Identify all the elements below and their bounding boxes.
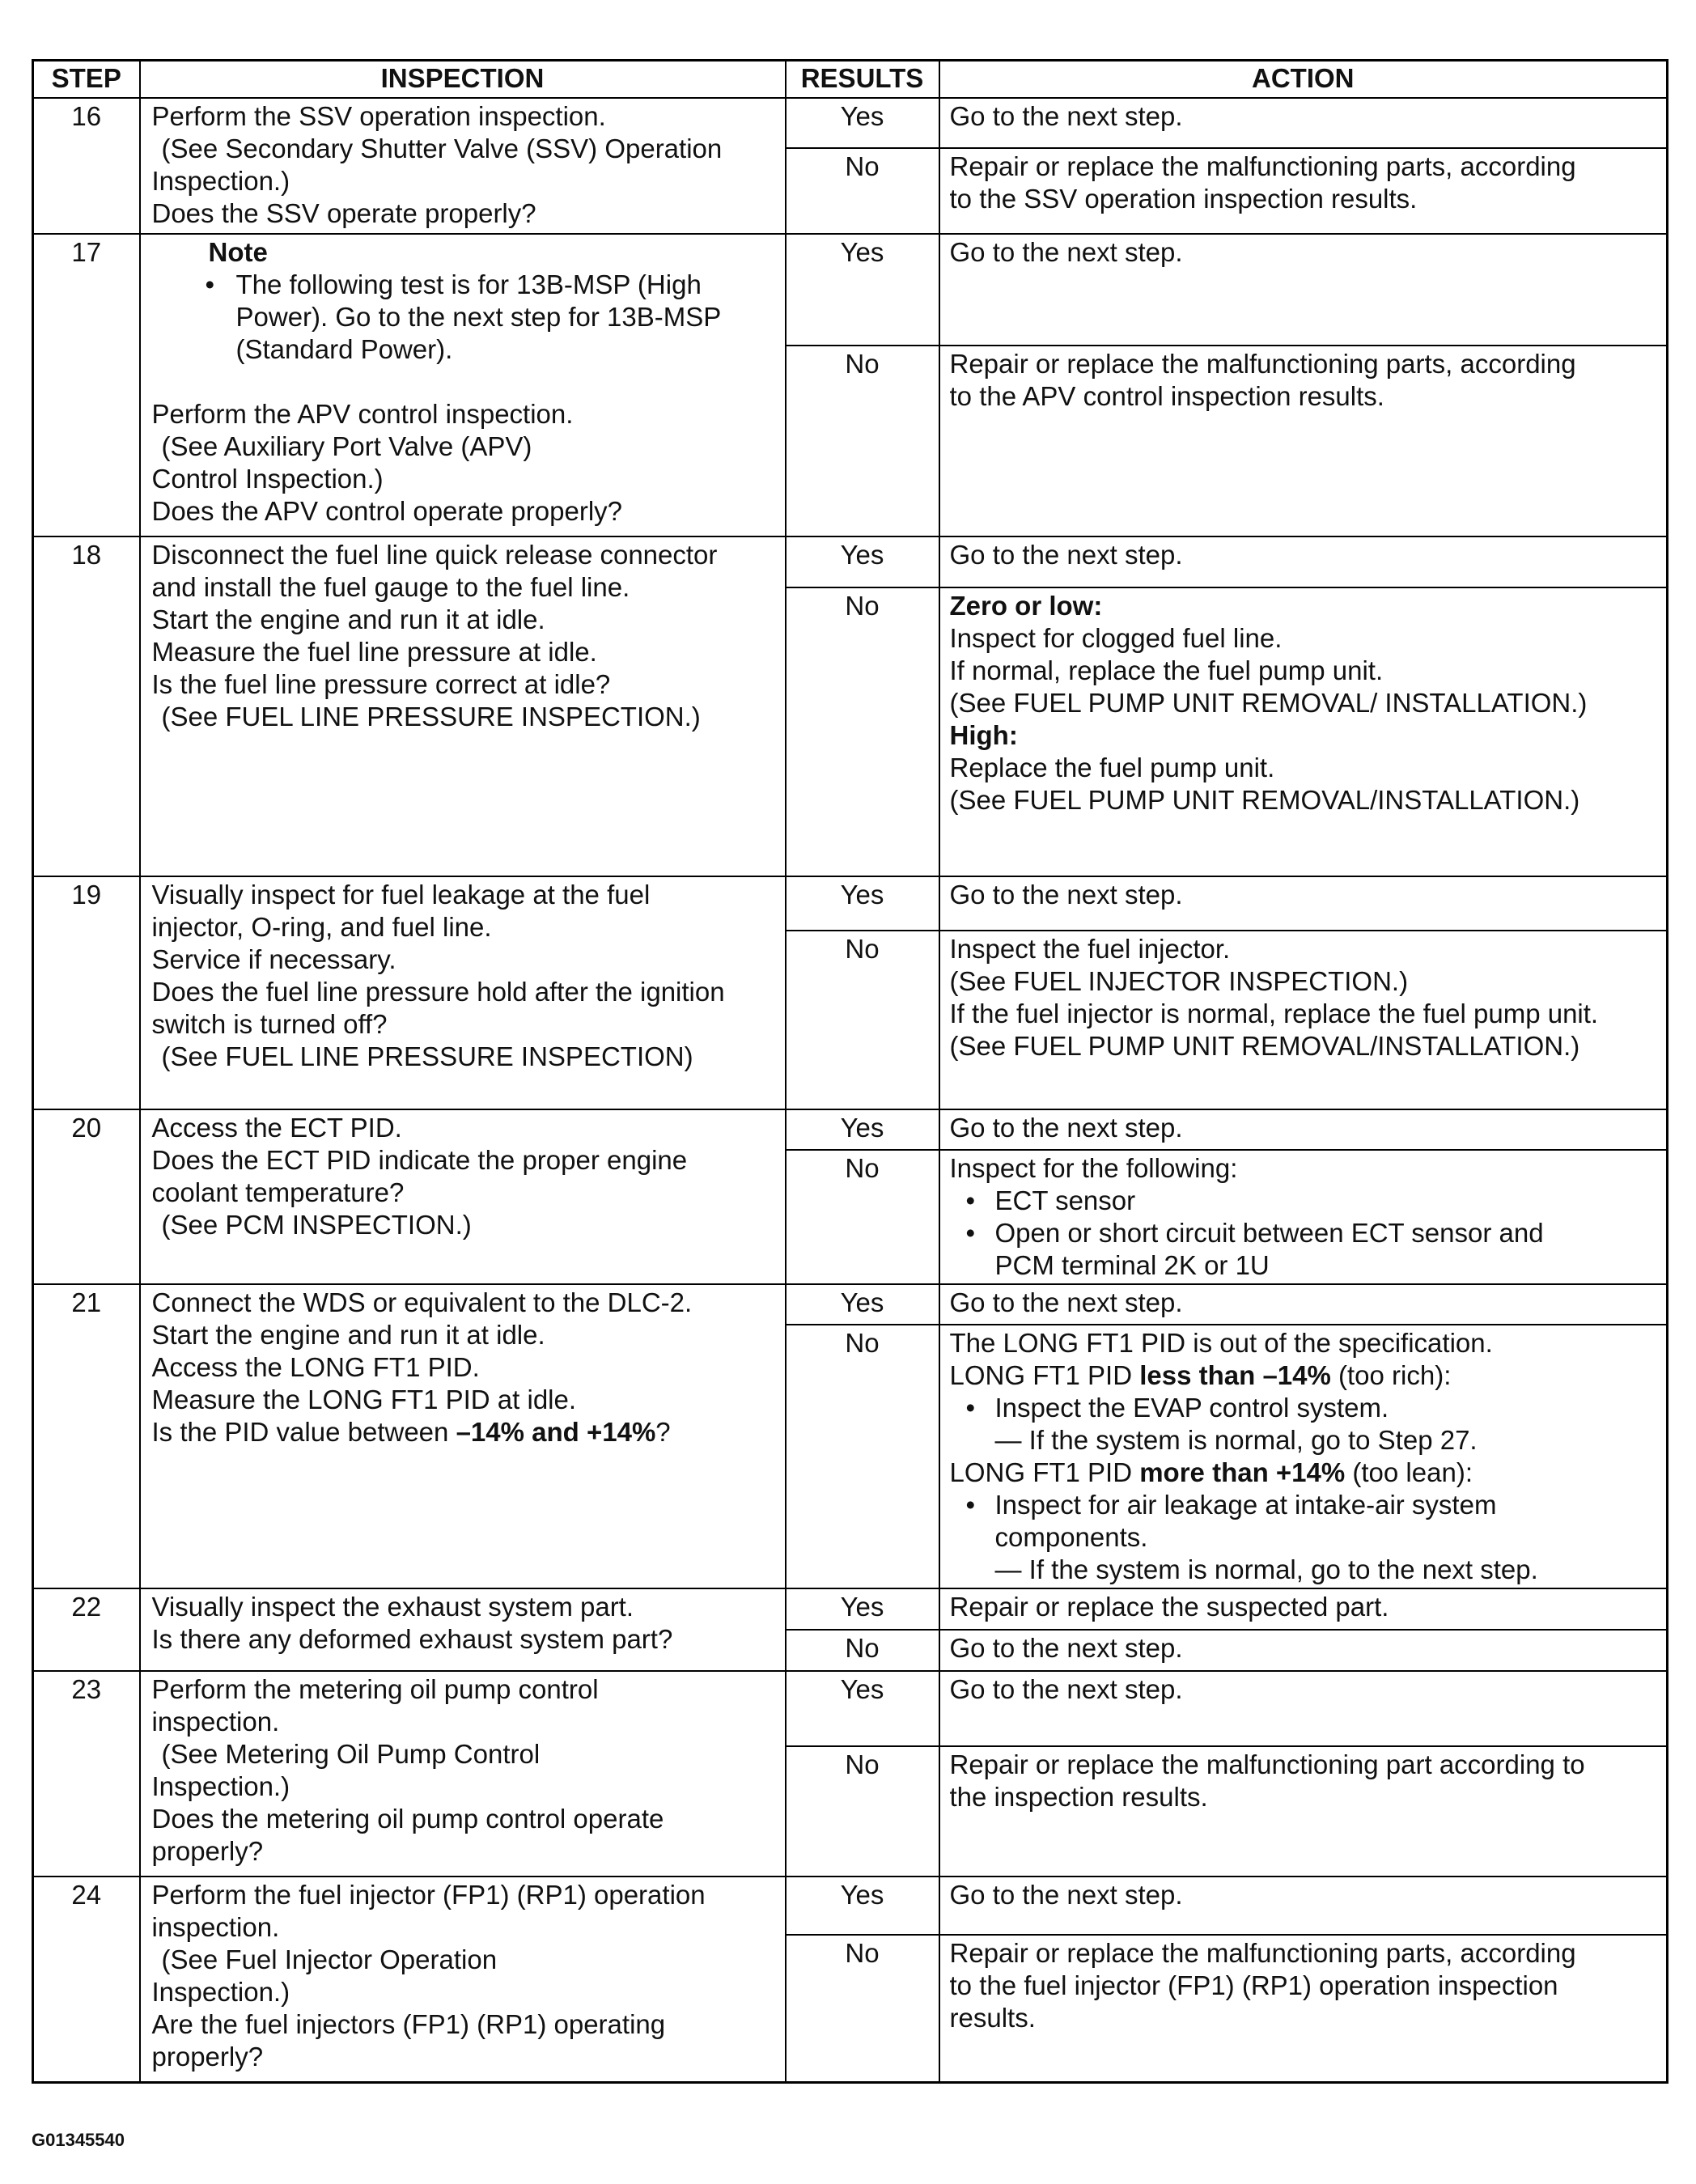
action-bullet: • Inspect the EVAP control system. bbox=[950, 1392, 1657, 1424]
note-line: • The following test is for 13B-MSP (High bbox=[235, 269, 702, 299]
result-no: No bbox=[786, 1325, 939, 1588]
inspection-line: Control Inspection.) bbox=[151, 464, 384, 494]
result-yes: Yes bbox=[786, 1671, 939, 1746]
action-line: • Open or short circuit between ECT sensor and bbox=[994, 1218, 1544, 1248]
inspection-line: Does the fuel line pressure hold after the ignition bbox=[151, 977, 725, 1007]
table-row bbox=[33, 1877, 1668, 1935]
action-line: If the fuel injector is normal, replace the fuel pump unit. bbox=[949, 998, 1599, 1028]
result-yes: Yes bbox=[786, 1877, 939, 1935]
inspection-line: Visually inspect the exhaust system part. bbox=[151, 1592, 634, 1622]
step-number: 21 bbox=[33, 1284, 140, 1588]
step-number: 22 bbox=[33, 1588, 140, 1671]
action-bullet: • ECT sensor bbox=[950, 1185, 1657, 1217]
inspection-line: (See Secondary Shutter Valve (SSV) Operation bbox=[161, 134, 723, 163]
action-line: Repair or replace the malfunctioning parts, according bbox=[949, 348, 1576, 379]
result-no: No bbox=[786, 587, 939, 877]
inspection-line: Start the engine and run it at idle. bbox=[151, 1320, 545, 1350]
inspection-line: properly? bbox=[151, 1836, 264, 1866]
table-row bbox=[33, 1284, 1668, 1325]
action-no bbox=[939, 1746, 1668, 1877]
inspection-line: (See Auxiliary Port Valve (APV) bbox=[161, 431, 532, 461]
action-line: components. bbox=[994, 1522, 1148, 1552]
note-bullet bbox=[152, 269, 774, 366]
action-no bbox=[939, 148, 1668, 234]
note-title: Note bbox=[208, 237, 268, 267]
action-yes: Go to the next step. bbox=[939, 1877, 1668, 1935]
text: LONG FT1 PID bbox=[949, 1360, 1140, 1390]
text: Is the PID value between bbox=[151, 1417, 456, 1447]
action-line: (See FUEL PUMP UNIT REMOVAL/INSTALLATION.) bbox=[949, 1030, 1580, 1061]
inspection-line: Measure the LONG FT1 PID at idle. bbox=[151, 1385, 577, 1414]
inspection-line: Perform the metering oil pump control bbox=[151, 1674, 599, 1704]
inspection-line: inspection. bbox=[151, 1912, 280, 1942]
action-yes: Go to the next step. bbox=[939, 1671, 1668, 1746]
result-no: No bbox=[786, 1935, 939, 2082]
inspection-line: (See Fuel Injector Operation bbox=[161, 1944, 498, 1974]
result-no: No bbox=[786, 148, 939, 234]
inspection-line: inspection. bbox=[151, 1707, 280, 1737]
step-number: 20 bbox=[33, 1109, 140, 1284]
result-yes: Yes bbox=[786, 536, 939, 587]
action-subline: — If the system is normal, go to Step 27. bbox=[994, 1425, 1478, 1455]
inspection-cell bbox=[140, 1671, 786, 1877]
result-no: No bbox=[786, 1746, 939, 1877]
inspection-line: Is there any deformed exhaust system part? bbox=[151, 1624, 673, 1654]
action-no bbox=[939, 587, 1668, 877]
action-line: The LONG FT1 PID is out of the specification. bbox=[949, 1328, 1493, 1358]
action-no bbox=[939, 1150, 1668, 1284]
result-yes: Yes bbox=[786, 1284, 939, 1325]
result-no: No bbox=[786, 931, 939, 1109]
inspection-line: Does the APV control operate properly? bbox=[151, 496, 623, 526]
text: ? bbox=[655, 1417, 671, 1447]
action-line: to the fuel injector (FP1) (RP1) operation inspection bbox=[949, 1970, 1558, 2001]
action-line: Inspect for clogged fuel line. bbox=[949, 622, 1283, 653]
result-yes: Yes bbox=[786, 98, 939, 148]
step-number: 19 bbox=[33, 876, 140, 1109]
inspection-line: Connect the WDS or equivalent to the DLC-2. bbox=[151, 1287, 693, 1317]
inspection-line: Perform the APV control inspection. bbox=[151, 399, 574, 429]
table-row bbox=[33, 876, 1668, 931]
header-results: RESULTS bbox=[786, 61, 939, 99]
result-no: No bbox=[786, 1150, 939, 1284]
action-line: If normal, replace the fuel pump unit. bbox=[949, 655, 1384, 685]
step-number: 18 bbox=[33, 536, 140, 876]
note-line: Power). Go to the next step for 13B-MSP bbox=[235, 302, 722, 332]
inspection-line: Perform the fuel injector (FP1) (RP1) operation bbox=[151, 1880, 706, 1910]
inspection-line: Access the ECT PID. bbox=[151, 1113, 402, 1143]
inspection-line bbox=[152, 1416, 774, 1448]
inspection-line: Are the fuel injectors (FP1) (RP1) operating bbox=[151, 2009, 666, 2039]
action-line: the inspection results. bbox=[949, 1782, 1208, 1813]
header-row bbox=[33, 61, 1668, 99]
inspection-cell bbox=[140, 1284, 786, 1588]
inspection-line: switch is turned off? bbox=[151, 1009, 388, 1039]
inspection-cell bbox=[140, 98, 786, 234]
action-line: Repair or replace the malfunctioning part according to bbox=[949, 1749, 1585, 1780]
table-row bbox=[33, 234, 1668, 346]
action-bullet bbox=[950, 1217, 1657, 1282]
inspection-line: (See Metering Oil Pump Control bbox=[161, 1739, 541, 1769]
table-row bbox=[33, 1109, 1668, 1150]
result-yes: Yes bbox=[786, 1588, 939, 1630]
inspection-line: coolant temperature? bbox=[151, 1177, 405, 1207]
action-line bbox=[950, 1359, 1657, 1392]
action-line bbox=[950, 1457, 1657, 1489]
action-no bbox=[939, 1935, 1668, 2082]
step-number: 23 bbox=[33, 1671, 140, 1877]
inspection-cell bbox=[140, 1588, 786, 1671]
action-line: (See FUEL PUMP UNIT REMOVAL/INSTALLATION.) bbox=[949, 784, 1580, 815]
table-row bbox=[33, 1671, 1668, 1746]
action-no bbox=[939, 1630, 1668, 1671]
action-line: Go to the next step. bbox=[949, 1633, 1183, 1663]
text: LONG FT1 PID bbox=[949, 1457, 1140, 1487]
inspection-line: Does the SSV operate properly? bbox=[151, 198, 536, 228]
inspection-line: properly? bbox=[151, 2042, 264, 2072]
action-line: • Inspect for air leakage at intake-air system bbox=[994, 1490, 1497, 1520]
inspection-line: Measure the fuel line pressure at idle. bbox=[151, 637, 597, 667]
action-yes: Repair or replace the suspected part. bbox=[939, 1588, 1668, 1630]
inspection-line: (See PCM INSPECTION.) bbox=[161, 1210, 472, 1240]
inspection-cell bbox=[140, 234, 786, 536]
inspection-line: Inspection.) bbox=[151, 1977, 290, 2007]
action-yes: Go to the next step. bbox=[939, 876, 1668, 931]
inspection-line: (See FUEL LINE PRESSURE INSPECTION.) bbox=[161, 702, 701, 732]
figure-id: G01345540 bbox=[32, 2130, 125, 2150]
inspection-cell bbox=[140, 876, 786, 1109]
inspection-line: Is the fuel line pressure correct at idle? bbox=[151, 669, 611, 699]
action-line: Inspect the fuel injector. bbox=[949, 933, 1231, 964]
action-subhead: High: bbox=[949, 719, 1018, 750]
inspection-line: Disconnect the fuel line quick release connector bbox=[151, 540, 718, 570]
inspection-cell bbox=[140, 1877, 786, 2083]
step-number: 16 bbox=[33, 98, 140, 234]
action-line: to the SSV operation inspection results. bbox=[949, 183, 1418, 214]
action-line: (See FUEL INJECTOR INSPECTION.) bbox=[949, 965, 1409, 996]
action-subhead: Zero or low: bbox=[949, 590, 1103, 621]
result-yes: Yes bbox=[786, 876, 939, 931]
inspection-line: Does the metering oil pump control operate bbox=[151, 1804, 664, 1834]
inspection-line: Visually inspect for fuel leakage at the fuel bbox=[151, 880, 651, 910]
action-yes: Go to the next step. bbox=[939, 234, 1668, 346]
header-inspection: INSPECTION bbox=[140, 61, 786, 99]
inspection-line: Perform the SSV operation inspection. bbox=[151, 101, 606, 131]
table-row bbox=[33, 536, 1668, 587]
inspection-cell bbox=[140, 1109, 786, 1284]
inspection-line: Inspection.) bbox=[151, 166, 290, 196]
troubleshooting-table bbox=[32, 59, 1668, 2084]
header-step: STEP bbox=[33, 61, 140, 99]
table-row bbox=[33, 98, 1668, 148]
step-number: 24 bbox=[33, 1877, 140, 2083]
action-no bbox=[939, 931, 1668, 1109]
inspection-line: (See FUEL LINE PRESSURE INSPECTION) bbox=[161, 1041, 693, 1071]
action-line: Inspect for the following: bbox=[949, 1153, 1238, 1183]
action-yes: Go to the next step. bbox=[939, 98, 1668, 148]
action-line: (See FUEL PUMP UNIT REMOVAL/ INSTALLATION.) bbox=[949, 687, 1588, 718]
result-yes: Yes bbox=[786, 1109, 939, 1150]
inspection-line: Start the engine and run it at idle. bbox=[151, 604, 545, 634]
inspection-line: Access the LONG FT1 PID. bbox=[151, 1352, 480, 1382]
action-bullet bbox=[950, 1489, 1657, 1554]
header-action: ACTION bbox=[939, 61, 1668, 99]
rich-threshold: less than –14% bbox=[1139, 1360, 1331, 1390]
action-line: Replace the fuel pump unit. bbox=[949, 752, 1275, 782]
result-yes: Yes bbox=[786, 234, 939, 346]
inspection-line: Inspection.) bbox=[151, 1771, 290, 1801]
action-yes: Go to the next step. bbox=[939, 1109, 1668, 1150]
text: (too rich): bbox=[1330, 1360, 1452, 1390]
text: (too lean): bbox=[1345, 1457, 1473, 1487]
table-row bbox=[33, 1588, 1668, 1630]
inspection-line: and install the fuel gauge to the fuel line. bbox=[151, 572, 630, 602]
result-no: No bbox=[786, 346, 939, 537]
lean-threshold: more than +14% bbox=[1139, 1457, 1346, 1487]
action-line: Repair or replace the malfunctioning parts, according bbox=[949, 1938, 1576, 1969]
action-line: results. bbox=[949, 2003, 1036, 2033]
action-line: Repair or replace the malfunctioning parts, according bbox=[949, 151, 1576, 181]
inspection-line: Service if necessary. bbox=[151, 944, 396, 974]
action-subline: — If the system is normal, go to the next step. bbox=[994, 1554, 1538, 1584]
action-no bbox=[939, 346, 1668, 537]
action-yes: Go to the next step. bbox=[939, 536, 1668, 587]
inspection-cell bbox=[140, 536, 786, 876]
pid-range: –14% and +14% bbox=[456, 1417, 656, 1447]
action-yes: Go to the next step. bbox=[939, 1284, 1668, 1325]
inspection-line: injector, O-ring, and fuel line. bbox=[151, 912, 492, 942]
step-number: 17 bbox=[33, 234, 140, 536]
action-line: PCM terminal 2K or 1U bbox=[994, 1250, 1270, 1280]
inspection-line: Does the ECT PID indicate the proper engine bbox=[151, 1145, 688, 1175]
action-no bbox=[939, 1325, 1668, 1588]
action-line: to the APV control inspection results. bbox=[949, 380, 1384, 411]
note-line: (Standard Power). bbox=[235, 334, 453, 364]
result-no: No bbox=[786, 1630, 939, 1671]
